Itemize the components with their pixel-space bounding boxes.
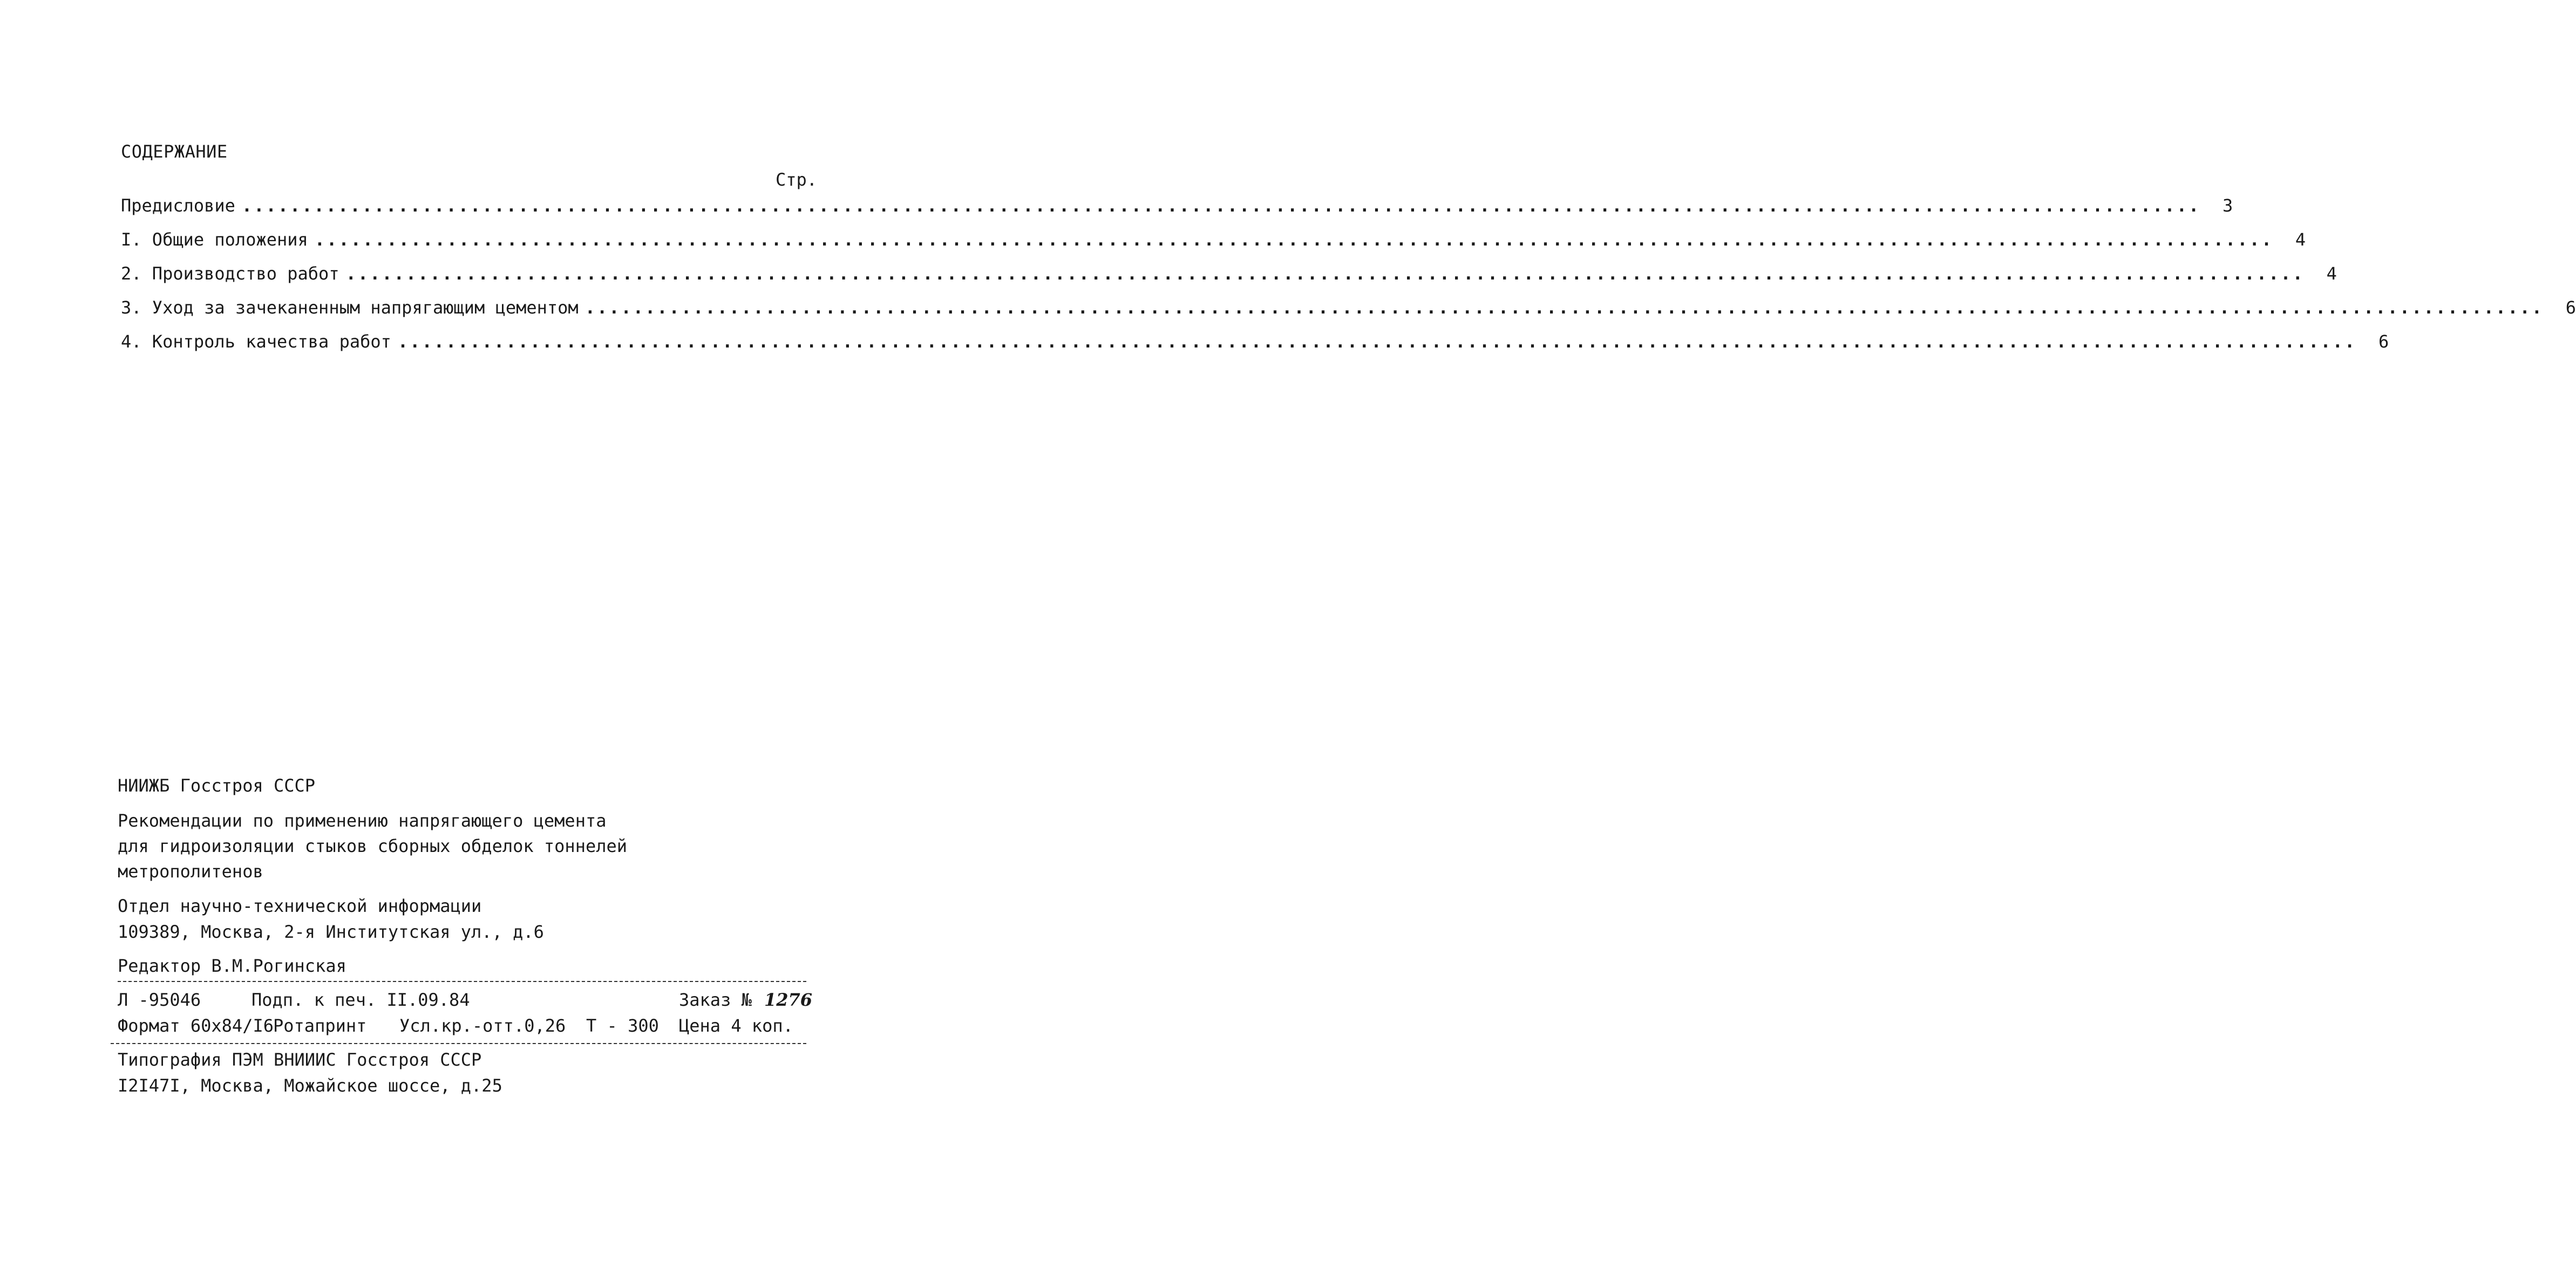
price: Цена 4 коп. bbox=[679, 1015, 793, 1036]
toc-leader-dots: ................................................................................................................................................................... bbox=[314, 229, 2274, 250]
toc-leader-dots: ................................................................................................................................................................... bbox=[241, 195, 2201, 216]
toc-leader-dots: ................................................................................................................................................................... bbox=[345, 263, 2305, 284]
print-method: Ротапринт bbox=[273, 1015, 367, 1036]
top-divider bbox=[118, 981, 806, 982]
document-title-line: Рекомендации по применению напрягающего цемента bbox=[118, 810, 607, 831]
toc-entry bbox=[121, 263, 2337, 287]
organization-name: НИИЖБ Госстроя СССР bbox=[118, 775, 316, 796]
printer-address: I2I47I, Москва, Можайское шоссе, д.25 bbox=[118, 1075, 502, 1096]
order-label: Заказ № bbox=[679, 990, 752, 1010]
department-name: Отдел научно-технической информации bbox=[118, 896, 482, 916]
signed-date: Подп. к печ. II.09.84 bbox=[252, 990, 470, 1010]
document-title-line: для гидроизоляции стыков сборных обделок тоннелей bbox=[118, 836, 628, 856]
toc-entry-label: 3. Уход за зачеканенным напрягающим цементом bbox=[121, 297, 579, 318]
document-title-line: метрополитенов bbox=[118, 861, 263, 882]
print-run: Т - 300 bbox=[586, 1015, 659, 1036]
toc-entry bbox=[121, 297, 2576, 321]
toc-entry-page: 3 bbox=[2222, 195, 2233, 216]
toc-entry-page: 4 bbox=[2295, 229, 2306, 250]
toc-entry bbox=[121, 195, 2233, 219]
toc-entry-page: 6 bbox=[2378, 331, 2389, 352]
license-number: Л -95046 bbox=[118, 990, 201, 1010]
toc-entry-label: 2. Производство работ bbox=[121, 263, 339, 284]
toc-entry bbox=[121, 331, 2389, 355]
toc-leader-dots: ................................................................................................................................................................... bbox=[397, 331, 2357, 352]
department-address: 109389, Москва, 2-я Институтская ул., д.6 bbox=[118, 922, 544, 942]
printed-sheets: Усл.кр.-отт.0,26 bbox=[399, 1015, 566, 1036]
toc-entry-label: I. Общие положения bbox=[121, 229, 308, 250]
printer-name: Типография ПЭМ ВНИИИС Госстроя СССР bbox=[118, 1049, 482, 1070]
page-column-header: Стр. bbox=[776, 169, 818, 190]
order-number: 1276 bbox=[764, 990, 813, 1010]
toc-entry-page: 6 bbox=[2565, 297, 2576, 318]
bottom-divider bbox=[111, 1043, 806, 1044]
toc-title: СОДЕРЖАНИЕ bbox=[121, 141, 228, 162]
toc-leader-dots: ................................................................................................................................................................... bbox=[584, 297, 2544, 318]
toc-entry-label: 4. Контроль качества работ bbox=[121, 331, 391, 352]
paper-format: Формат 60х84/I6 bbox=[118, 1015, 274, 1036]
toc-entry-label: Предисловие bbox=[121, 195, 235, 216]
toc-entry bbox=[121, 229, 2306, 253]
editor-line: Редактор В.М.Рогинская bbox=[118, 956, 346, 976]
toc-entry-page: 4 bbox=[2326, 263, 2337, 284]
